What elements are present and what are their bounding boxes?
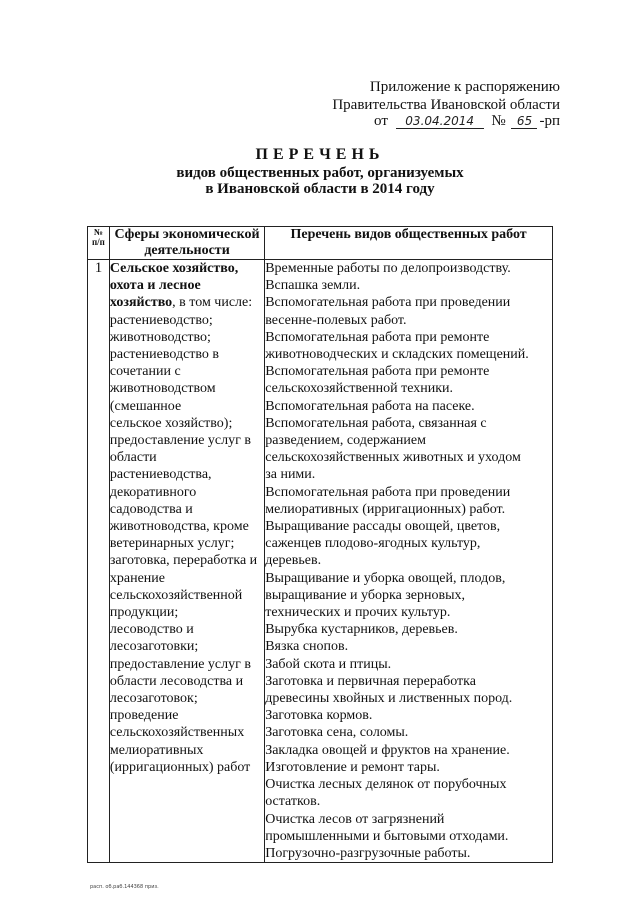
sphere-line: животноводством <box>109 381 216 397</box>
sphere-line: лесозаготовок; <box>109 691 198 707</box>
row-number: 1 <box>88 260 110 863</box>
work-item: Погрузочно-разгрузочные работы. <box>265 845 471 861</box>
work-item: Заготовка кормов. <box>265 708 373 724</box>
work-item: сельскохозяйственных животных и уходом <box>265 450 521 466</box>
sphere-line: сельское хозяйство); <box>109 415 233 431</box>
appendix-label: Приложение к распоряжению <box>369 79 560 95</box>
work-item: Выращивание и уборка овощей, плодов, <box>265 570 506 586</box>
sphere-line: области <box>109 450 157 466</box>
order-reference <box>374 112 560 130</box>
document-title: ПЕРЕЧЕНЬ <box>255 146 385 163</box>
sphere-bold-line: хозяйство, в том числе: <box>109 295 253 311</box>
work-item: мелиоративных (ирригационных) работ. <box>265 501 506 517</box>
government-label: Правительства Ивановской области <box>332 97 560 113</box>
sphere-line: лесозаготовки; <box>109 639 199 655</box>
number-label: № <box>491 113 506 129</box>
sphere-line: хранение <box>109 570 165 586</box>
sphere-line: сельскохозяйственной <box>109 587 243 603</box>
order-suffix: -рп <box>539 113 560 129</box>
handwritten-date: 03.04.2014 <box>396 114 484 129</box>
work-item: деревьев. <box>265 553 322 569</box>
sphere-line: сельскохозяйственных <box>109 725 245 741</box>
work-item: Забой скота и птицы. <box>265 656 392 672</box>
table-row <box>88 260 553 863</box>
sphere-line: растениеводство в <box>109 347 220 363</box>
work-item: Вспашка земли. <box>265 278 361 294</box>
work-item: Заготовка сена, соломы. <box>265 725 409 741</box>
sphere-line: декоративного <box>109 484 197 500</box>
work-item: Вспомогательная работа, связанная с <box>265 415 487 431</box>
sphere-line: растениеводства, <box>109 467 212 483</box>
sphere-line: заготовка, переработка и <box>109 553 258 569</box>
footer-file-reference: расп. об.раб.144368 приз. <box>90 884 159 890</box>
work-item: Вспомогательная работа при проведении <box>265 484 511 500</box>
work-item: Очистка лесов от загрязнений <box>265 811 445 827</box>
sphere-line: мелиоративных <box>109 742 204 758</box>
work-item: технических и прочих культур. <box>265 605 451 621</box>
handwritten-number: 65 <box>511 114 537 129</box>
sphere-line: лесоводство и <box>109 622 194 638</box>
work-item: остатков. <box>265 794 321 810</box>
work-item: Очистка лесных делянок от порубочных <box>265 777 507 793</box>
sphere-cell <box>109 260 264 863</box>
work-item: Вспомогательная работа при проведении <box>265 295 511 311</box>
sphere-line: предоставление услуг в <box>109 656 251 672</box>
document-subtitle-line1: видов общественных работ, организуемых <box>176 165 464 181</box>
document-subtitle-line2: в Ивановской области в 2014 году <box>205 181 435 197</box>
work-item: Изготовление и ремонт тары. <box>265 759 440 775</box>
sphere-line: предоставление услуг в <box>109 433 251 449</box>
sphere-line: (ирригационных) работ <box>109 759 251 775</box>
sphere-line: садоводства и <box>109 501 193 517</box>
work-item: Вспомогательная работа на пасеке. <box>265 398 475 414</box>
header-number-sign: № <box>93 227 103 237</box>
work-item: Временные работы по делопроизводству. <box>265 261 511 276</box>
work-item: Заготовка и первичная переработка <box>265 673 476 689</box>
sphere-line: продукции; <box>109 605 179 621</box>
header-works: Перечень видов общественных работ <box>265 227 553 260</box>
header-number-pp: п/п <box>92 237 105 247</box>
work-item: разведением, содержанием <box>265 433 426 449</box>
work-item: Закладка овощей и фруктов на хранение. <box>265 742 510 758</box>
work-item: весенне-полевых работ. <box>265 312 407 328</box>
works-cell <box>265 260 553 863</box>
from-label: от <box>374 113 388 129</box>
table-header-row <box>88 227 553 260</box>
header-number <box>88 227 110 260</box>
sphere-line: растениеводство; <box>109 312 213 328</box>
work-item: животноводческих и складских помещений. <box>265 347 529 363</box>
sphere-line: ветеринарных услуг; <box>109 536 235 552</box>
work-item: Вспомогательная работа при ремонте <box>265 329 490 345</box>
work-item: Выращивание рассады овощей, цветов, <box>265 519 501 535</box>
work-item: саженцев плодово-ягодных культур, <box>265 536 481 552</box>
work-item: выращивание и уборка зерновых, <box>265 587 466 603</box>
work-item: Вязка снопов. <box>265 639 349 655</box>
sphere-line: проведение <box>109 708 179 724</box>
sphere-line: сочетании с <box>109 364 181 380</box>
sphere-line: животноводства, кроме <box>109 519 249 535</box>
sphere-line: (смешанное <box>109 398 182 414</box>
works-table <box>87 226 553 863</box>
work-item: промышленными и бытовыми отходами. <box>265 828 509 844</box>
sphere-line: области лесоводства и <box>109 673 244 689</box>
sphere-bold-line: Сельское хозяйство, <box>109 261 239 276</box>
work-item: сельскохозяйственной техники. <box>265 381 454 397</box>
work-item: древесины хвойных и лиственных пород. <box>265 691 513 707</box>
sphere-bold-line: охота и лесное <box>109 278 201 294</box>
sphere-line: животноводство; <box>109 329 211 345</box>
header-sphere: Сферы экономической деятельности <box>109 227 264 260</box>
work-item: Вспомогательная работа при ремонте <box>265 364 490 380</box>
work-item: Вырубка кустарников, деревьев. <box>265 622 458 638</box>
work-item: за ними. <box>265 467 316 483</box>
